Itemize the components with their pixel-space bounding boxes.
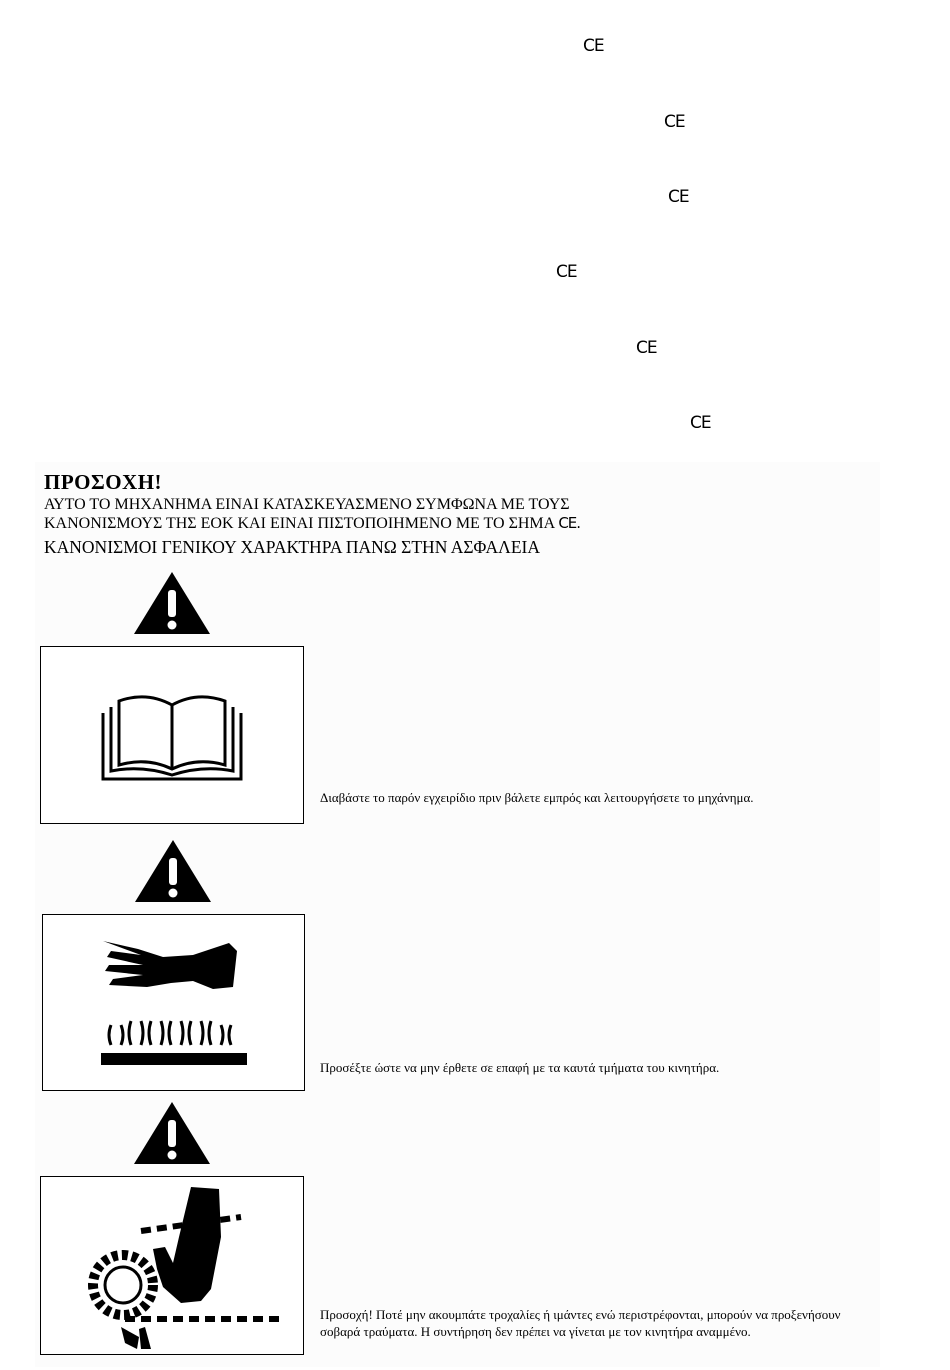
warning-text-pulley: Προσοχή! Ποτέ μην ακουμπάτε τροχαλίες ή ιμάντες ενώ περιστρέφονται, μπορούν να προξενήσουν σοβαρά τραύματα. Η συντήρηση δεν πρέπει να γίνεται με τον κινητήρα αναμμένο. bbox=[320, 1307, 841, 1339]
heading-line-3: ΚΑΝΟΝΙΣΜΟΙ ΓΕΝΙΚΟΥ ΧΑΡΑΚΤΗΡΑ ΠΑΝΩ ΣΤΗΝ ΑΣΦΑΛΕΙΑ bbox=[44, 537, 540, 557]
heading-line-1: ΑΥΤΟ ΤΟ ΜΗΧΑΝΗΜΑ ΕΙΝΑΙ ΚΑΤΑΣΚΕΥΑΣΜΕΝΟ ΣΥΜΦΩΝΑ ΜΕ ΤΟΥΣ bbox=[44, 496, 570, 513]
ce-mark: CE bbox=[636, 338, 657, 358]
page-title: ΠΡΟΣΟΧΗ! bbox=[44, 470, 163, 494]
heading-line-2: ΚΑΝΟΝΙΣΜΟΥΣ ΤΗΣ ΕΟΚ ΚΑΙ ΕΙΝΑΙ ΠΙΣΤΟΠΟΙΗΜΕΝΟ ΜΕ ΤΟ ΣΗΜΑ CE. bbox=[44, 514, 581, 532]
warning-triangle-icon bbox=[132, 570, 212, 636]
hot-surface-hand-icon bbox=[42, 914, 305, 1091]
pulley-belt-hand-icon bbox=[40, 1176, 304, 1355]
warning-triangle-icon bbox=[133, 838, 213, 904]
manual-book-icon bbox=[40, 646, 304, 824]
ce-mark-inline: CE. bbox=[558, 514, 581, 532]
ce-mark: CE bbox=[690, 413, 711, 433]
ce-mark: CE bbox=[664, 112, 685, 132]
ce-mark: CE bbox=[556, 262, 577, 282]
warning-text-manual: Διαβάστε το παρόν εγχειρίδιο πριν βάλετε εμπρός και λειτουργήσετε το μηχάνημα. bbox=[320, 790, 754, 805]
ce-mark: CE bbox=[668, 187, 689, 207]
warning-triangle-icon bbox=[132, 1100, 212, 1166]
ce-mark: CE bbox=[583, 36, 604, 56]
warning-text-hot-surface: Προσέξτε ώστε να μην έρθετε σε επαφή με τα καυτά τμήματα του κινητήρα. bbox=[320, 1060, 720, 1075]
